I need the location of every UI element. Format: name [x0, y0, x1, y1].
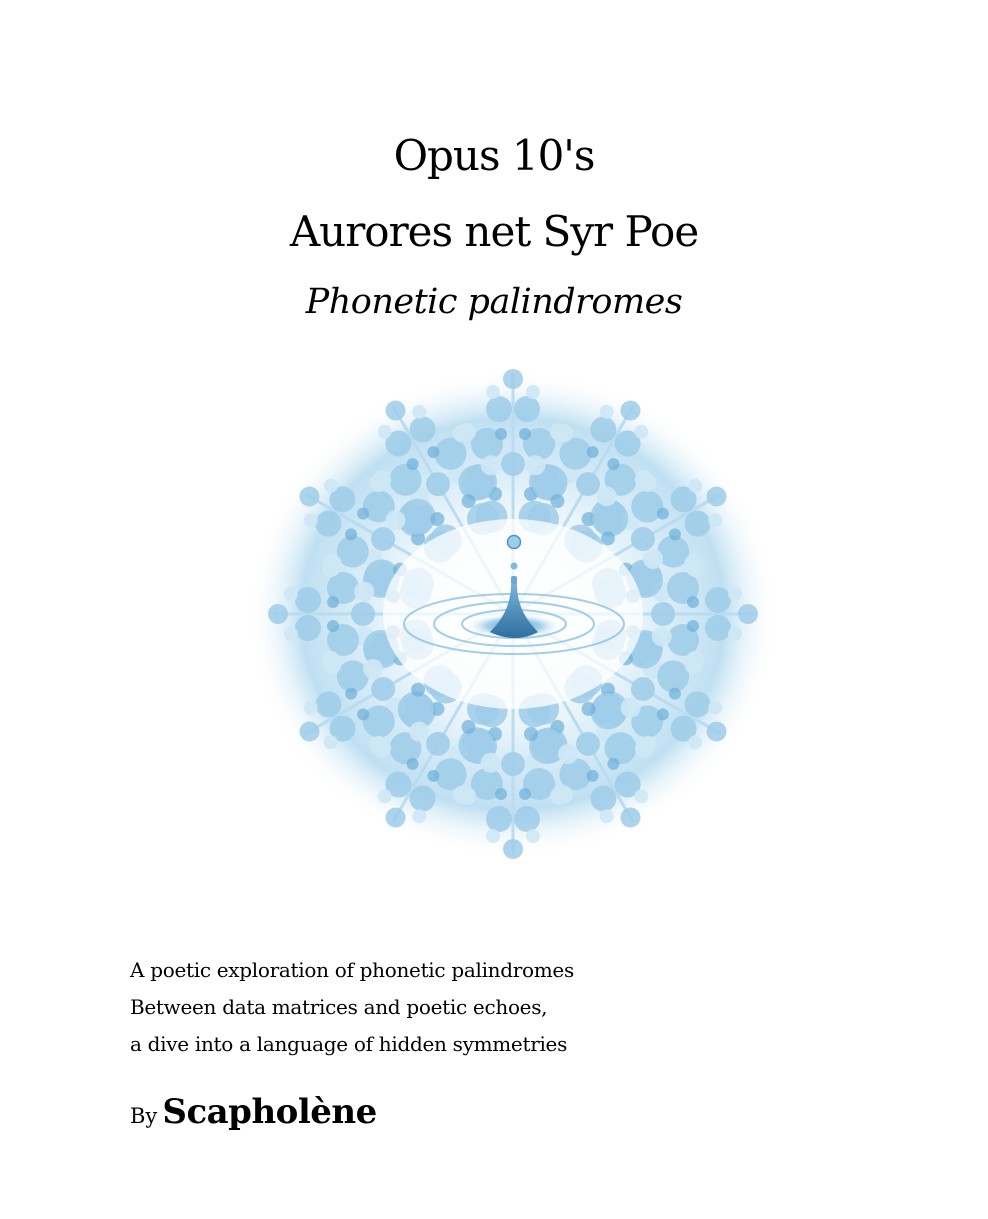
title-block [0, 118, 988, 334]
subtitle: Phonetic palindromes [305, 282, 683, 322]
title-line-1: Opus 10's [393, 131, 595, 180]
blurb-line-2: Between data matrices and poetic echoes, [130, 995, 548, 1019]
author-name: Scapholène [162, 1092, 377, 1132]
blurb-line-1: A poetic exploration of phonetic palindromes [130, 958, 574, 982]
blurb [130, 952, 574, 1063]
title-line-2: Aurores net Syr Poe [289, 207, 699, 256]
snowflake-fractal-icon [228, 352, 798, 882]
by-label: By [130, 1104, 158, 1128]
byline [130, 1092, 377, 1132]
blurb-line-3: a dive into a language of hidden symmetries [130, 1032, 568, 1056]
